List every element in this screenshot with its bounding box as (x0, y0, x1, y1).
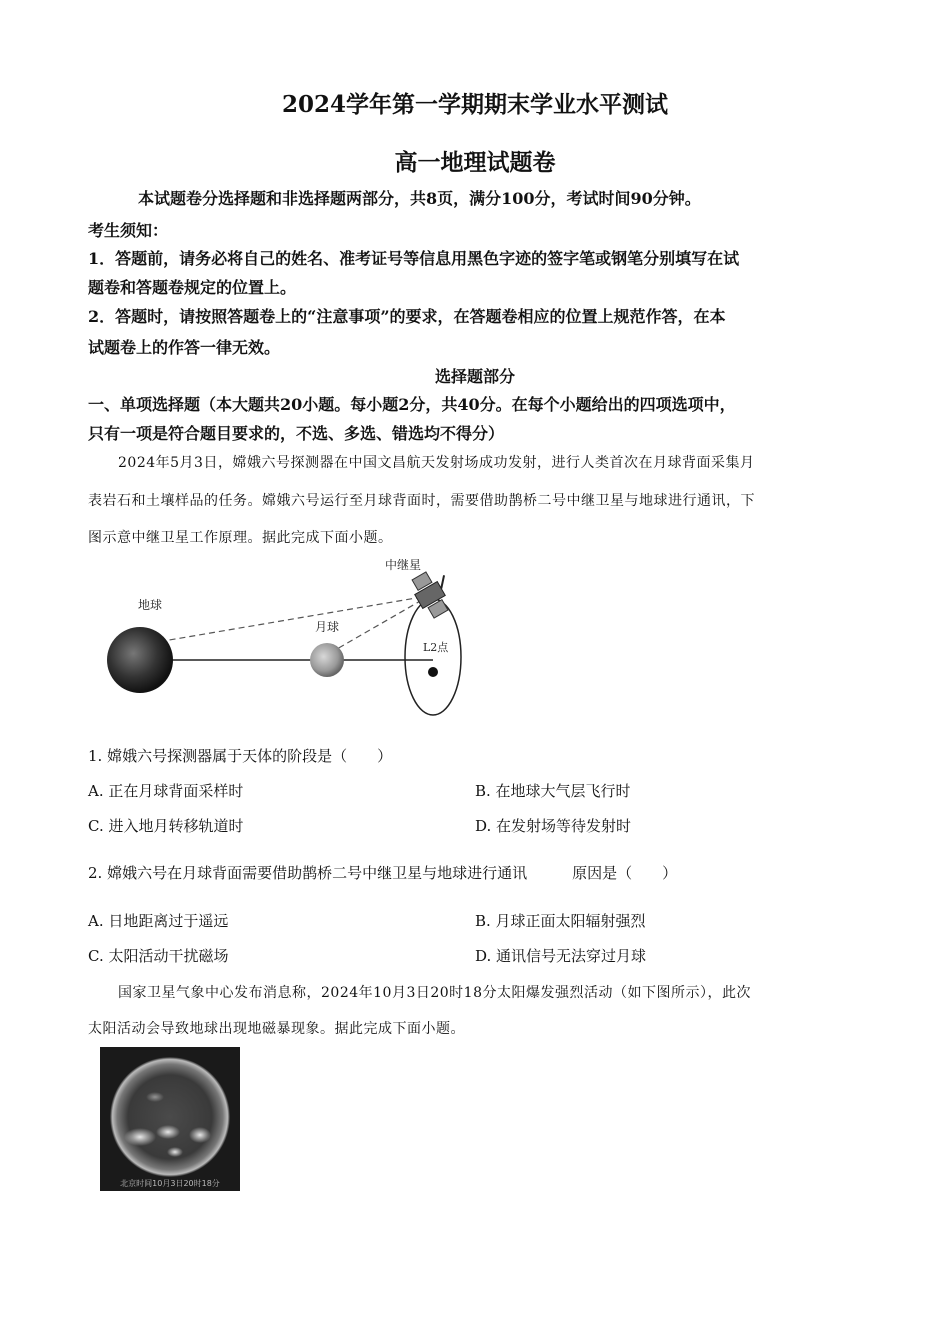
notice-item-2-line-2: 试题卷上的作答一律无效。 (88, 338, 281, 357)
q1-option-d[interactable]: D. 在发射场等待发射时 (475, 817, 632, 835)
q2-option-a[interactable]: A. 日地距离过于遥远 (88, 912, 229, 930)
passage2-line-2: 太阳活动会导致地球出现地磁暴现象。据此完成下面小题。 (88, 1021, 465, 1037)
sun-image-caption: 北京时间10月3日20时18分 (120, 1179, 220, 1188)
passage2-line-1: 国家卫星气象中心发布消息称，2024年10月3日20时18分太阳爆发强烈活动（如下图所示），此次 (118, 985, 751, 1001)
l2-point-icon (428, 667, 438, 677)
q1-option-b[interactable]: B. 在地球大气层飞行时 (475, 782, 631, 800)
exam-title: 2024学年第一学期期末学业水平测试 (281, 91, 668, 118)
passage1-line-2: 表岩石和土壤样品的任务。嫦娥六号运行至月球背面时，需要借助鹊桥二号中继卫星与地球进行通讯，下 (88, 493, 755, 509)
earth-icon (107, 627, 173, 693)
moon-relay-dashed-line (330, 600, 422, 653)
q2-option-d[interactable]: D. 通讯信号无法穿过月球 (475, 947, 647, 965)
passage1-line-1: 2024年5月3日，嫦娥六号探测器在中国文昌航天发射场成功发射，进行人类首次在月球背面采集月 (118, 455, 755, 471)
moon-icon (310, 643, 344, 677)
q1-option-c[interactable]: C. 进入地月转移轨道时 (88, 817, 244, 835)
part1-instructions-line-2: 只有一项是符合题目要求的，不选、多选、错选均不得分） (88, 424, 505, 443)
notice-item-1-line-1: 1．答题前，请务必将自己的姓名、准考证号等信息用黑色字迹的签字笔或钢笔分别填写在试 (88, 249, 740, 268)
exam-subtitle: 高一地理试题卷 (394, 149, 556, 176)
part1-instructions-line-1: 一、单项选择题（本大题共20小题。每小题2分，共40分。在每个小题给出的四项选项中， (88, 395, 736, 414)
relay-label: 中继星 (385, 558, 422, 572)
q2-option-c[interactable]: C. 太阳活动干扰磁场 (88, 947, 229, 965)
l2-label: L2点 (423, 641, 449, 654)
q2-option-b[interactable]: B. 月球正面太阳辐射强烈 (475, 912, 646, 930)
notice-item-1-line-2: 题卷和答题卷规定的位置上。 (88, 278, 297, 297)
passage1-line-3: 图示意中继卫星工作原理。据此完成下面小题。 (88, 530, 393, 546)
q2-stem: 2. 嫦娥六号在月球背面需要借助鹊桥二号中继卫星与地球进行通讯 原因是（ ） (88, 864, 678, 882)
exam-intro: 本试题卷分选择题和非选择题两部分，共8页，满分100分，考试时间90分钟。 (138, 189, 701, 208)
relay-satellite-diagram (100, 555, 480, 725)
earth-relay-dashed-line (140, 597, 422, 645)
q1-stem: 1. 嫦娥六号探测器属于天体的阶段是（ ） (88, 747, 393, 765)
sun-activity-image (100, 1047, 240, 1191)
notice-item-2-line-1: 2．答题时，请按照答题卷上的“注意事项”的要求，在答题卷相应的位置上规范作答，在本 (88, 307, 726, 326)
section-title: 选择题部分 (434, 367, 515, 386)
active-region-icon (124, 1128, 156, 1146)
moon-label: 月球 (315, 620, 340, 634)
q1-option-a[interactable]: A. 正在月球背面采样时 (88, 782, 244, 800)
earth-label: 地球 (138, 598, 163, 612)
notice-heading: 考生须知： (88, 221, 169, 240)
